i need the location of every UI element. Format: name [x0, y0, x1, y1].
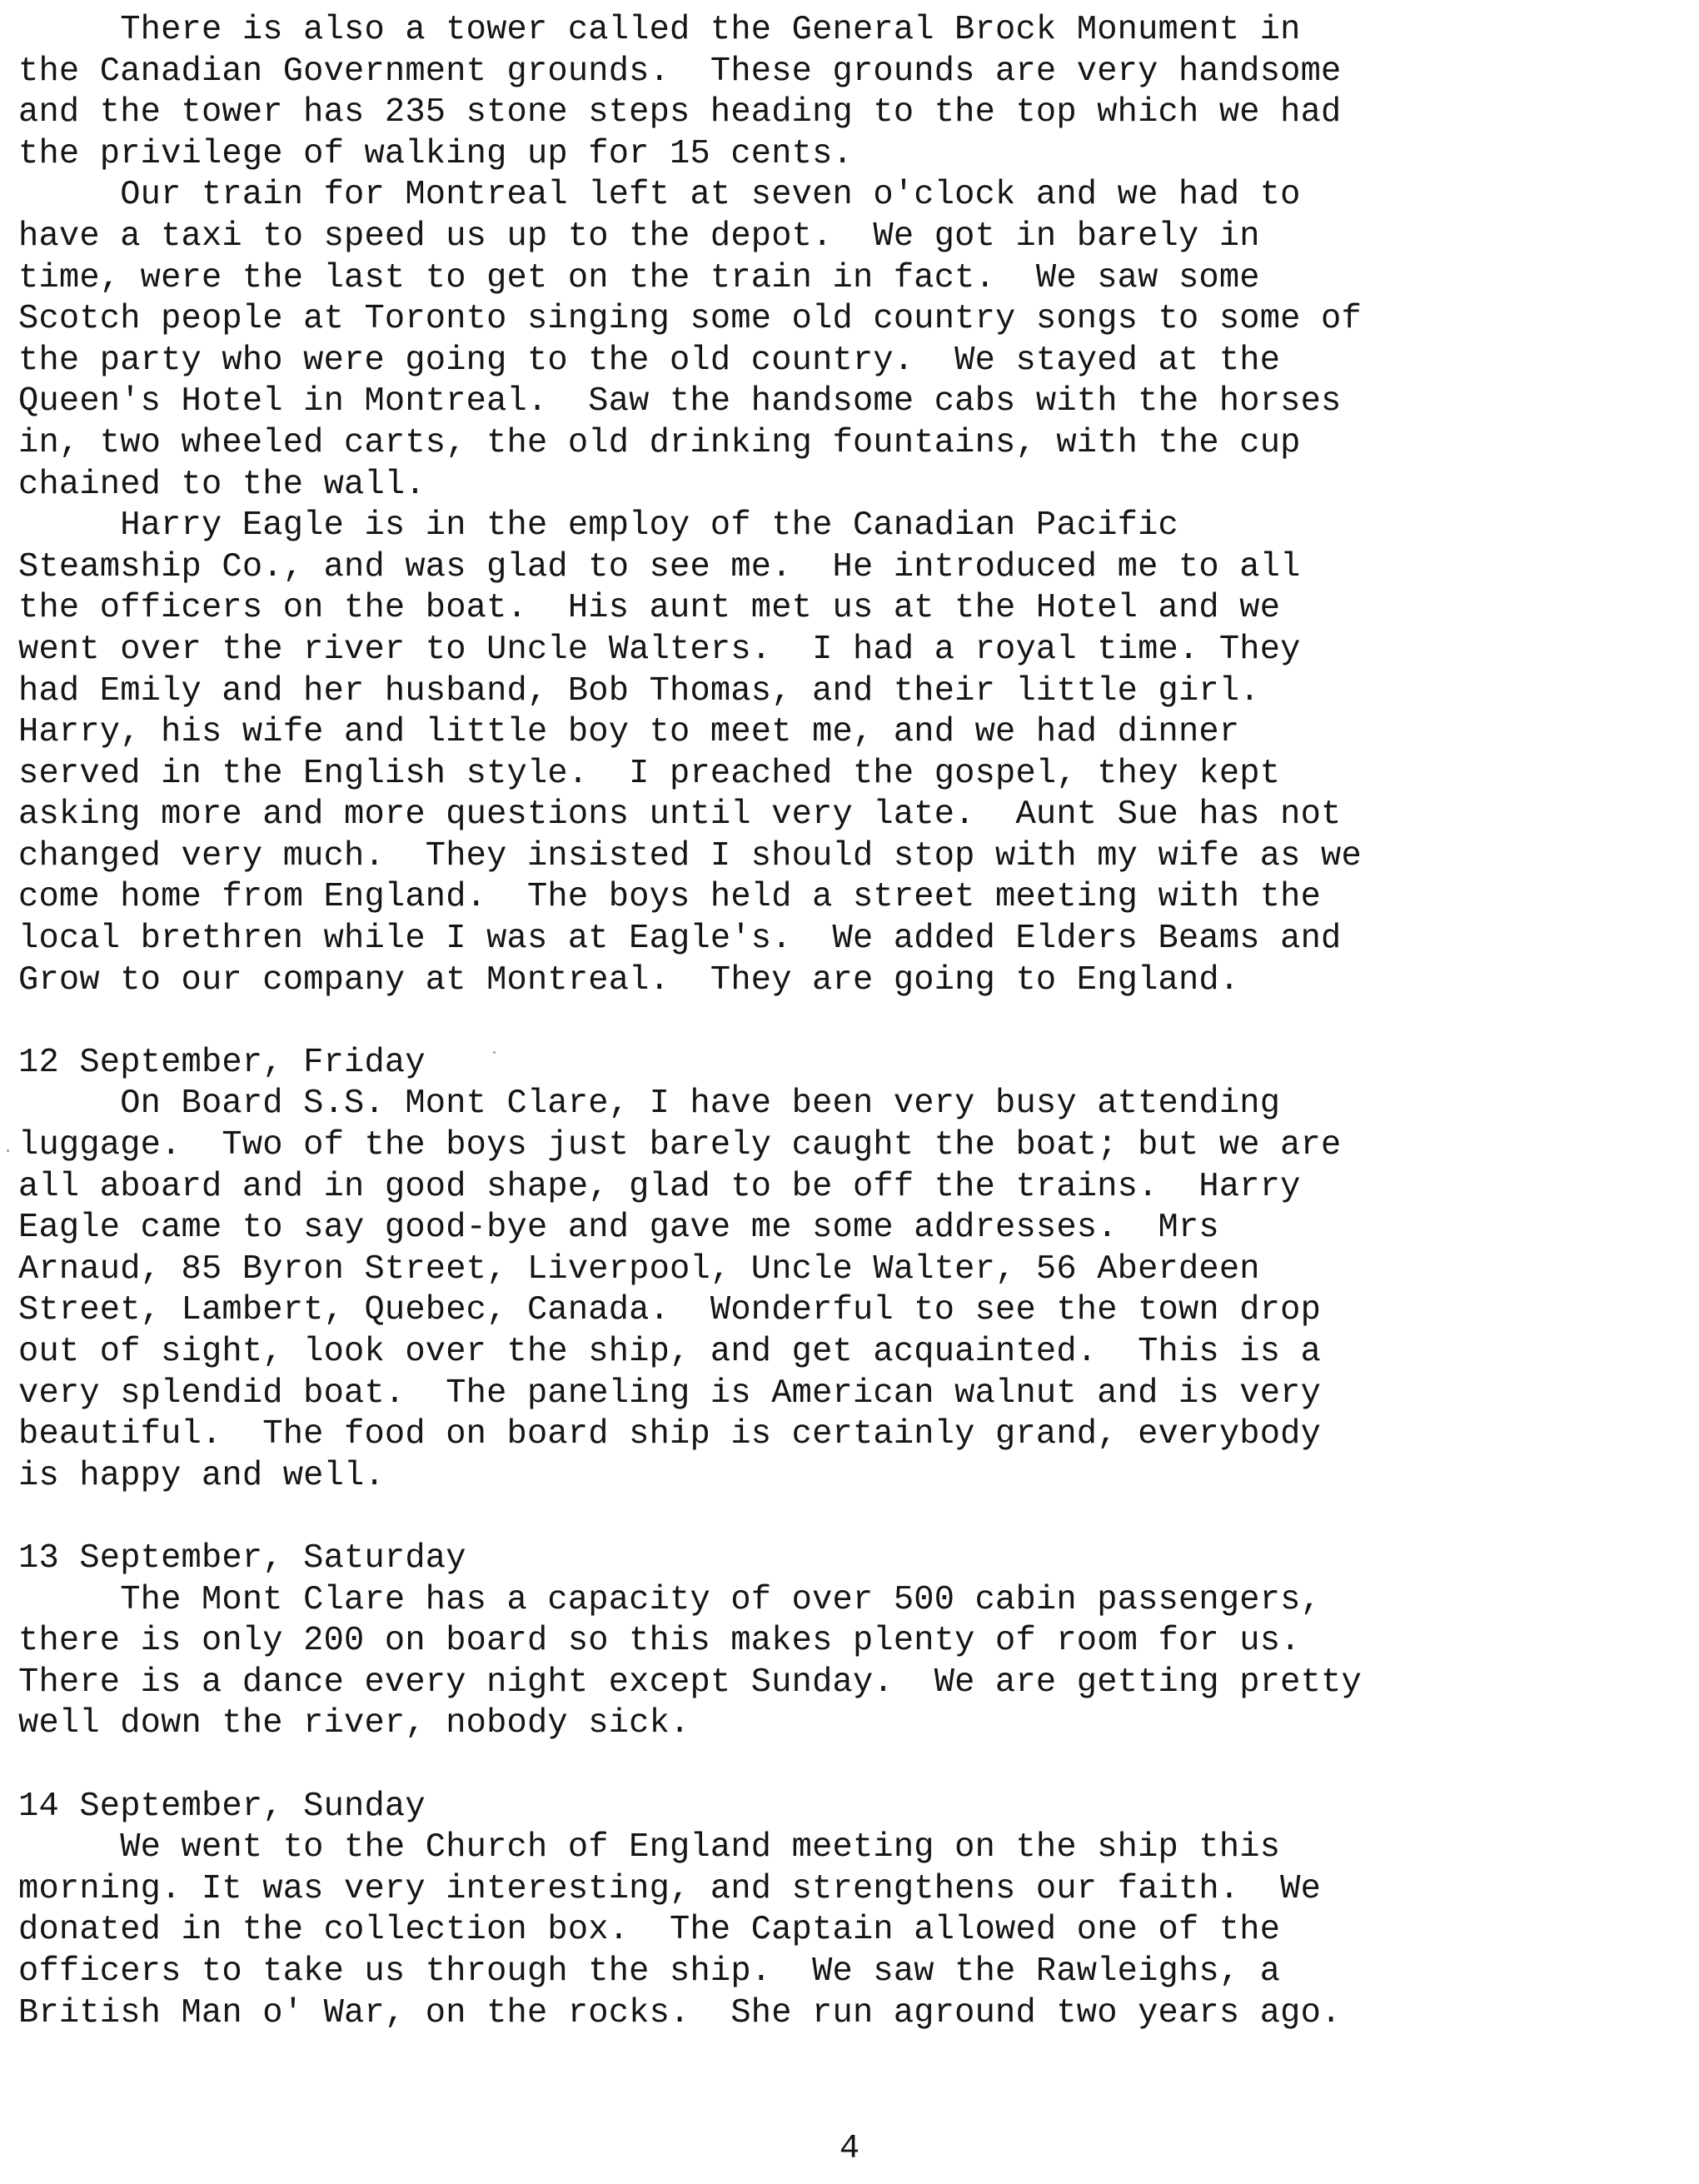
text-line: Steamship Co., and was glad to see me. He introduced me to all: [18, 547, 1301, 586]
text-line: well down the river, nobody sick.: [18, 1704, 690, 1743]
text-line: On Board S.S. Mont Clare, I have been very busy attending: [18, 1085, 1281, 1124]
paragraph-harry-eagle: [18, 506, 1676, 1001]
diary-text: [18, 10, 1676, 2034]
text-line: There is also a tower called the General Brock Monument in: [18, 11, 1301, 49]
text-line: local brethren while I was at Eagle's. We added Elders Beams and: [18, 920, 1342, 959]
text-line: There is a dance every night except Sunday. We are getting pretty: [18, 1663, 1362, 1702]
text-line: officers to take us through the ship. We saw the Rawleighs, a: [18, 1952, 1281, 1991]
text-line: time, were the last to get on the train in fact. We saw some: [18, 258, 1260, 297]
diary-entry-sept-13: [18, 1538, 1676, 1745]
text-line: the party who were going to the old country. We stayed at the: [18, 341, 1281, 380]
diary-entry-sept-14: [18, 1787, 1676, 2035]
speck-mark: [7, 1149, 9, 1152]
text-line: Harry, his wife and little boy to meet me, and we had dinner: [18, 713, 1240, 752]
text-line: Scotch people at Toronto singing some old country songs to some of: [18, 300, 1362, 339]
text-line: served in the English style. I preached the gospel, they kept: [18, 754, 1281, 793]
text-line: and the tower has 235 stone steps heading to the top which we had: [18, 93, 1342, 132]
text-line: out of sight, look over the ship, and get acquainted. This is a: [18, 1333, 1322, 1371]
text-line: in, two wheeled carts, the old drinking fountains, with the cup: [18, 423, 1301, 462]
text-line: British Man o' War, on the rocks. She run aground two years ago.: [18, 1993, 1342, 2032]
entry-heading: 14 September, Sunday: [18, 1787, 426, 1826]
text-line: morning. It was very interesting, and strengthens our faith. We: [18, 1869, 1322, 1908]
text-line: Eagle came to say good-bye and gave me some addresses. Mrs: [18, 1209, 1219, 1248]
text-line: We went to the Church of England meeting on the ship this: [18, 1828, 1281, 1867]
text-line: beautiful. The food on board ship is certainly grand, everybody: [18, 1415, 1322, 1454]
text-line: luggage. Two of the boys just barely caught the boat; but we are: [18, 1126, 1342, 1165]
text-line: is happy and well.: [18, 1456, 385, 1495]
text-line: asking more and more questions until very late. Aunt Sue has not: [18, 795, 1342, 835]
text-line: Grow to our company at Montreal. They are going to England.: [18, 960, 1240, 1000]
text-line: chained to the wall.: [18, 465, 426, 504]
text-line: Our train for Montreal left at seven o'clock and we had to: [18, 176, 1301, 215]
text-line: very splendid boat. The paneling is American walnut and is very: [18, 1374, 1322, 1413]
paragraph-train-to-montreal: [18, 175, 1676, 506]
text-line: Street, Lambert, Quebec, Canada. Wonderful to see the town drop: [18, 1291, 1322, 1330]
text-line: had Emily and her husband, Bob Thomas, and their little girl.: [18, 671, 1260, 711]
text-line: Queen's Hotel in Montreal. Saw the handsome cabs with the horses: [18, 382, 1342, 421]
speck-mark: [493, 1051, 496, 1054]
text-line: the Canadian Government grounds. These grounds are very handsome: [18, 52, 1342, 91]
text-line: have a taxi to speed us up to the depot. We got in barely in: [18, 217, 1260, 256]
diary-entry-sept-12: [18, 1043, 1676, 1498]
text-line: there is only 200 on board so this makes plenty of room for us.: [18, 1622, 1301, 1661]
text-line: the privilege of walking up for 15 cents.: [18, 134, 853, 173]
text-line: Harry Eagle is in the employ of the Canadian Pacific: [18, 506, 1178, 546]
text-line: The Mont Clare has a capacity of over 500 cabin passengers,: [18, 1580, 1322, 1619]
text-line: changed very much. They insisted I should stop with my wife as we: [18, 836, 1362, 875]
entry-heading: 12 September, Friday: [18, 1043, 426, 1082]
blank-line: [18, 1745, 1676, 1787]
text-line: all aboard and in good shape, glad to be off the trains. Harry: [18, 1167, 1301, 1206]
text-line: donated in the collection box. The Captain allowed one of the: [18, 1911, 1281, 1950]
page-number: 4: [839, 2130, 860, 2168]
text-line: went over the river to Uncle Walters. I had a royal time. They: [18, 630, 1301, 669]
entry-heading: 13 September, Saturday: [18, 1538, 466, 1578]
blank-line: [18, 1497, 1676, 1538]
blank-line: [18, 1001, 1676, 1043]
text-line: Arnaud, 85 Byron Street, Liverpool, Uncle Walter, 56 Aberdeen: [18, 1249, 1260, 1289]
text-line: the officers on the boat. His aunt met us at the Hotel and we: [18, 589, 1281, 628]
text-line: come home from England. The boys held a street meeting with the: [18, 878, 1322, 917]
paragraph-brock-monument: [18, 10, 1676, 175]
